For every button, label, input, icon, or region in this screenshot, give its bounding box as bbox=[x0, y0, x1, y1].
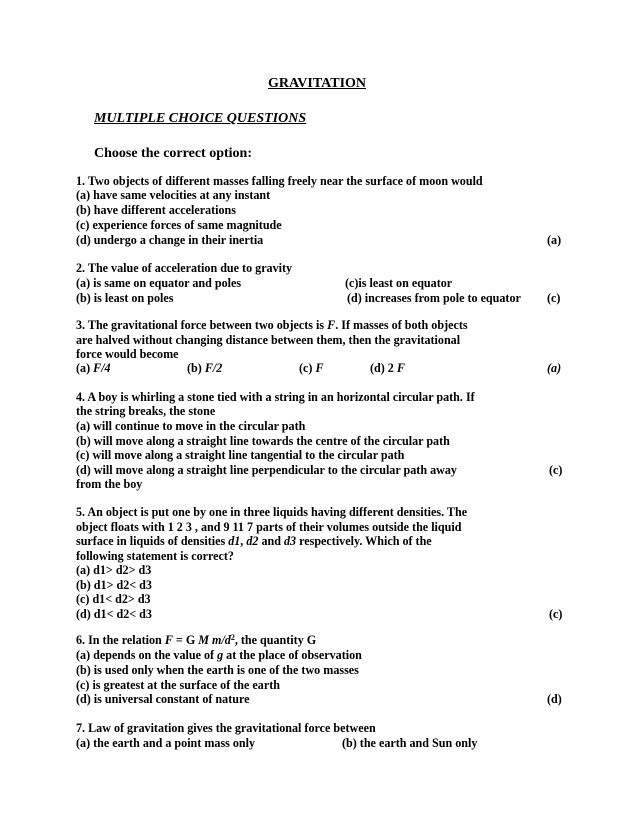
q6-stem: 6. In the relation F = G M $m/d^2$, the quantity G bbox=[76, 633, 317, 647]
q6-option-d: (d) is universal constant of nature bbox=[76, 692, 250, 706]
q2-answer: (c) bbox=[547, 291, 561, 305]
q2-option-a: (a) is same on equator and poles bbox=[76, 276, 242, 290]
q1-option-b: (b) have different accelerations bbox=[76, 203, 236, 217]
q3-option-c: (c) F bbox=[299, 361, 324, 375]
q7-option-b: (b) the earth and Sun only bbox=[342, 736, 478, 750]
q2-option-b: (b) is least on poles bbox=[76, 291, 174, 305]
q5-stem-line-1: 5. An object is put one by one in three liquids having different densities. The bbox=[76, 505, 468, 519]
q5-option-d: (d) d1< d2< d3 bbox=[76, 607, 152, 621]
q3-answer: (a) bbox=[547, 361, 562, 375]
q2-stem: 2. The value of acceleration due to gravity bbox=[76, 261, 293, 275]
q4-option-b: (b) will move along a straight line towards the centre of the circular path bbox=[76, 434, 450, 448]
q1-stem: 1. Two objects of different masses falling freely near the surface of moon would bbox=[76, 174, 483, 188]
q5-stem-line-4: following statement is correct? bbox=[76, 549, 234, 563]
q5-stem-line-2: object floats with 1 2 3 , and 9 11 7 parts of their volumes outside the liquid bbox=[76, 520, 462, 534]
q7-option-a: (a) the earth and a point mass only bbox=[76, 736, 256, 750]
q6-option-a: (a) depends on the value of g at the place of observation bbox=[76, 648, 362, 662]
q5-answer: (c) bbox=[549, 607, 563, 621]
q4-option-c: (c) will move along a straight line tangential to the circular path bbox=[76, 448, 405, 462]
q3-stem-line-2: are halved without changing distance between them, then the gravitational bbox=[76, 333, 461, 347]
q4-option-d-line-2: from the boy bbox=[76, 477, 143, 491]
q1-option-d: (d) undergo a change in their inertia bbox=[76, 233, 264, 247]
instruction-text: Choose the correct option: bbox=[94, 146, 252, 161]
q4-stem-line-1: 4. A boy is whirling a stone tied with a string in an horizontal circular path. If bbox=[76, 390, 475, 404]
q6-option-b: (b) is used only when the earth is one of the two masses bbox=[76, 663, 359, 677]
q4-option-d-line-1: (d) will move along a straight line perpendicular to the circular path away bbox=[76, 463, 457, 477]
section-subtitle: MULTIPLE CHOICE QUESTIONS bbox=[94, 111, 307, 126]
page-title: GRAVITATION bbox=[268, 76, 367, 91]
q1-option-a: (a) have same velocities at any instant bbox=[76, 188, 271, 202]
q5-option-c: (c) d1< d2> d3 bbox=[76, 592, 151, 606]
q1-answer: (a) bbox=[547, 233, 562, 247]
q6-option-c: (c) is greatest at the surface of the earth bbox=[76, 678, 280, 692]
q3-option-b: (b) F/2 bbox=[187, 361, 223, 375]
q4-option-a: (a) will continue to move in the circular path bbox=[76, 419, 306, 433]
q1-option-c: (c) experience forces of same magnitude bbox=[76, 218, 282, 232]
q7-stem: 7. Law of gravitation gives the gravitational force between bbox=[76, 721, 376, 735]
q2-option-d: (d) increases from pole to equator bbox=[347, 291, 521, 305]
q4-stem-line-2: the string breaks, the stone bbox=[76, 404, 216, 418]
q3-option-a: (a) F/4 bbox=[76, 361, 111, 375]
q5-option-b: (b) d1> d2< d3 bbox=[76, 578, 152, 592]
q3-option-d: (d) 2 F bbox=[370, 361, 405, 375]
q4-answer: (c) bbox=[549, 463, 563, 477]
q6-answer: (d) bbox=[547, 692, 562, 706]
q3-stem-line-1: 3. The gravitational force between two objects is F. If masses of both objects bbox=[76, 318, 468, 332]
q5-option-a: (a) d1> d2> d3 bbox=[76, 563, 152, 577]
q2-option-c: (c)is least on equator bbox=[345, 276, 453, 290]
q5-stem-line-3: surface in liquids of densities d1, d2 and d3 respectively. Which of the bbox=[76, 534, 432, 548]
q3-stem-line-3: force would become bbox=[76, 347, 179, 361]
